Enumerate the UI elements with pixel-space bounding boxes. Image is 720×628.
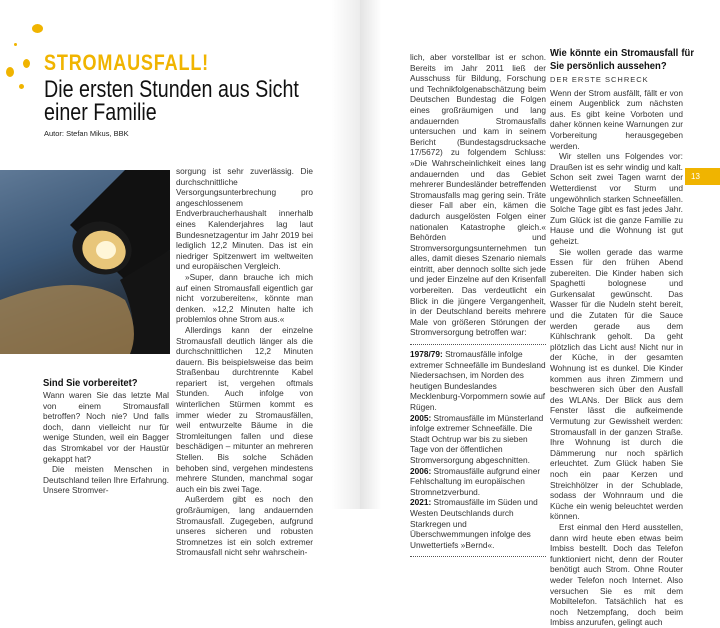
dot-shape: [23, 59, 30, 68]
column-2: [176, 166, 313, 558]
timeline-item: [410, 413, 546, 466]
column-3: [410, 52, 546, 561]
column-1: [43, 377, 169, 496]
divider: [410, 344, 546, 345]
timeline-year: 2006:: [410, 465, 432, 476]
dot-shape: [19, 84, 24, 89]
divider: [410, 556, 546, 557]
paragraph: »Super, dann brauche ich mich auf einen Stromausfall eigentlich gar nicht vorzubereiten«, könnte man denken. »12,2 Minuten halte ich problemlos ohne Strom aus.«: [176, 271, 313, 325]
article-kicker: STROMAUSFALL!: [44, 50, 209, 75]
paragraph: Die meisten Menschen in Deutschland teilen Ihre Erfahrung. Unsere Stromver-: [43, 464, 169, 496]
timeline-item: [410, 497, 546, 550]
timeline-year: 1978/79:: [410, 349, 443, 360]
timeline-text: Stromausfälle aufgrund einer Fehlschaltung im europäischen Stromnetzverbund.: [410, 465, 541, 497]
timeline-year: 2005:: [410, 412, 432, 423]
paragraph: Wir stellen uns Folgendes vor: Draußen ist es sehr windig und kalt. Schon seit zwei Tagen warnt der Wetterdienst vor Sturm und ungewöhnlich starken Schneefällen. Solche Tage gibt es fast jedes Jahr. Zum Glück ist die ganze Familie zu Hause und die Wohnung ist gut geheizt.: [550, 151, 683, 246]
timeline-item: [410, 349, 546, 413]
timeline-list: [410, 349, 546, 550]
column-4: [550, 47, 694, 628]
section-heading: Wie könnte ein Stromausfall für Sie persönlich aussehen?: [550, 47, 694, 72]
flashlight-photo: [0, 170, 170, 354]
paragraph: Allerdings kann der einzelne Stromausfall deutlich länger als die durchschnittlichen 12,2 Minuten dauern. Bis beispielsweise das beim Straßenbau durchtrennte Kabel repariert ist, vergehen oftmals Stunden. Auch infolge von winterlichen Stürmen kommt es immer wieder zu Stromausfällen, weil entwurzelte Bäume in die Stromleitungen fallen und diese beschädigen – mitunter an mehreren Stellen. Bis solche Schäden behoben sind, vergehen mindestens mehrere Stunden, manchmal sogar auch ein bis zwei Tage.: [176, 324, 313, 494]
article-title: Die ersten Stunden aus Sicht einer Familie: [44, 76, 299, 126]
timeline-text: Stromausfälle infolge extremer Schneefälle im Bundesland Niedersachsen, im Norden des heutigen Bundeslandes Mecklenburg-Vorpommern sowie auf Rügen.: [410, 349, 546, 412]
section-heading: Sind Sie vorbereitet?: [43, 377, 138, 389]
paragraph: lich, aber vorstellbar ist er schon. Bereits im Jahr 2011 ließ der Ausschuss für Bildung, Forschung und Technikfolgenabschätzung beim Deutschen Bundestag die Folgen eines großräumigen und lang andauernden Stromausfalls untersuchen und kam in seinem Bericht (Bundestagsdrucksache 17/5672) zu folgendem Schluss: »Die Wahrscheinlichkeit eines lang andauernden und das Gebiet mehrerer Bundesländer betreffenden Stromausfalls mag gering sein. Träte dieser Fall aber ein, kämen die dadurch ausgelösten Folgen einer nationalen Katastrophe gleich.« Behörden und Stromversorgungsunternehmen tun alles, damit dieses Szenario niemals eintritt, aber dennoch sollte sich jede und jeder Einzelne auf den Krisenfall vorbereiten. Das verdeutlicht ein Blick in die jüngere Vergangenheit, in der Deutschland bereits mehrere Male von größeren Störungen der Stromversorgung betroffen war:: [410, 52, 546, 338]
paragraph: Wann waren Sie das letzte Mal von einem Stromausfall betroffen? Noch nie? Und falls doch, dann vielleicht nur für wenige Stunden, weil ein Bagger das Stromkabel vor der Haustür gekappt hat?: [43, 390, 169, 464]
article-author: Autor: Stefan Mikus, BBK: [44, 129, 129, 138]
timeline-item: [410, 466, 546, 498]
timeline-text: Stromausfälle im Münsterland infolge extremer Schneefälle. Die Stadt Ochtrup war bis zu sieben Tage von der öffentlichen Stromversorgung abgeschnitten.: [410, 412, 544, 465]
paragraph: Erst einmal den Herd ausstellen, dann wird heute eben etwas beim Imbiss bestellt. Doch das Telefon funktioniert nicht, denn der Router benötigt auch Strom. Ohne Router weder Telefon noch Internet. Also versuchen Sie es mit dem Mobiltelefon. Tatsächlich hat es noch Netzempfang, doch beim Imbiss anzurufen, gelingt auch: [550, 521, 683, 628]
dot-shape: [14, 43, 17, 46]
timeline-year: 2021:: [410, 497, 432, 508]
dot-shape: [6, 67, 14, 77]
paragraph: Sie wollen gerade das warme Essen für den frühen Abend zubereiten. Die Kinder haben sich Spaghetti bolognese und Gurkensalat gewünscht. Das Wasser für die Nudeln steht bereit, und die Zutaten für die Sauce werden gerade aus dem Kühlschrank geholt. Da geht plötzlich das Licht aus! Nicht nur in der Küche, in der gesamten Wohnung ist es dunkel. Die Kinder kommen aus ihren Zimmern und beschweren sich über den Ausfall des WLANs. Der Blick aus dem Fenster lässt die aufkeimende Vermutung zur Gewissheit werden: Stromausfall in der ganzen Straße. Ihre Wohnung ist durch die Dämmerung nur noch spärlich erleuchtet. Zum Glück haben Sie noch ein paar Kerzen und Streichhölzer in der Schublade, sodass der Wohnraum und die Küche ein wenig beleuchtet werden können.: [550, 246, 683, 522]
paragraph: Außerdem gibt es noch den großräumigen, lang andauernden Stromausfall. Zugegeben, aufgrund unseres sicheren und robusten Stromnetzes ist ein solch extremer Stromausfall nicht sehr wahrschein-: [176, 494, 313, 558]
dot-shape: [32, 24, 43, 33]
flashlight-icon: [0, 170, 170, 354]
paragraph: Wenn der Strom ausfällt, fällt er von einem Augenblick zum nächsten aus. Es gibt keine Vorboten und daher können keine Warnungen zur Vorbereitung herausgegeben werden.: [550, 87, 683, 151]
page-number: 13: [685, 168, 720, 185]
paragraph: sorgung ist sehr zuverlässig. Die durchschnittliche Versorgungsunterbrechung pro angeschlossenem Endverbraucherhaushalt innerhalb eines Kalenderjahres lag laut Bundesnetzagentur im Jahr 2019 bei lediglich 12,2 Minuten. Das ist ein niedriger Spitzenwert im weltweiten und europäischen Vergleich.: [176, 166, 313, 272]
section-subheading: DER ERSTE SCHRECK: [550, 75, 649, 84]
timeline-text: Stromausfälle im Süden und Westen Deutschlands durch Starkregen und Überschwemmungen infolge des Unwettertiefs »Bernd«.: [410, 497, 538, 550]
